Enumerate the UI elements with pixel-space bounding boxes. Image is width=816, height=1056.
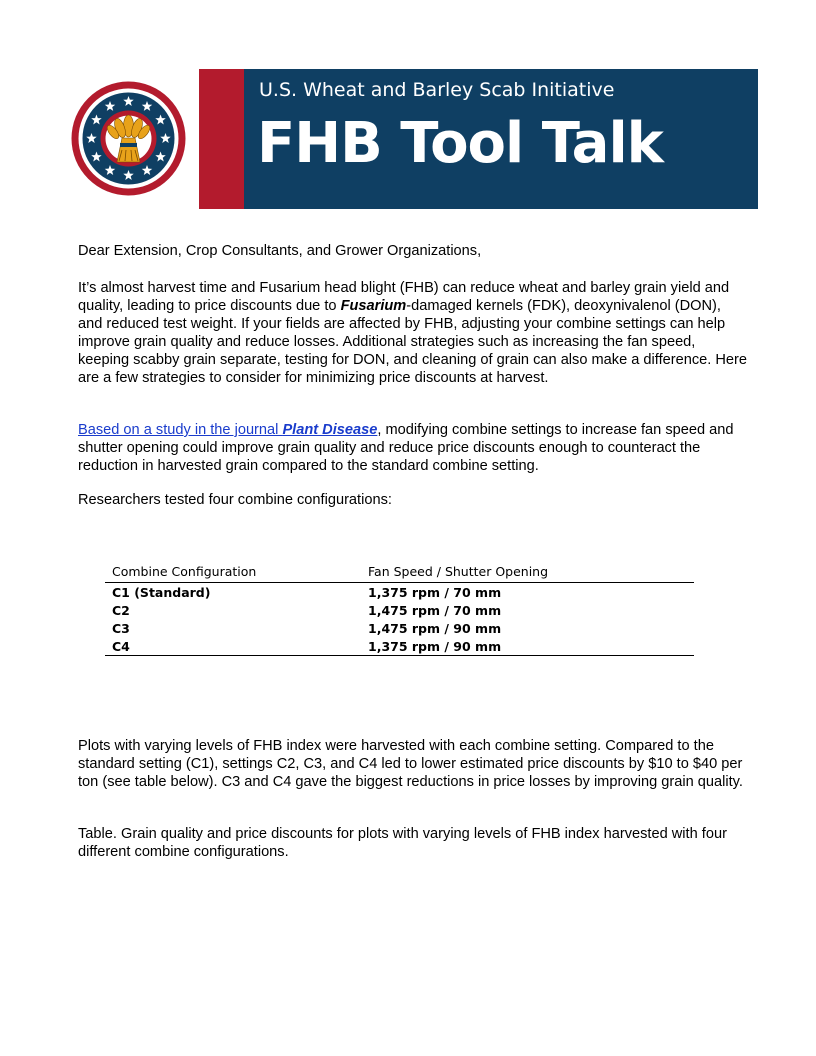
paragraph-results: Plots with varying levels of FHB index were harvested with each combine setting. Compared to the standard setting (C1), settings C2, C3, and C4 led to lower estimated price discounts by $10 to $40 per ton (see table below). C3 and C4 gave the biggest reductions in price losses by improving grain quality. (78, 738, 743, 790)
combine-config-table (105, 563, 694, 656)
banner-red-stripe (199, 69, 244, 209)
table-row (105, 601, 694, 619)
cell-configuration: C4 (105, 637, 361, 656)
table-header-row (105, 563, 694, 583)
column-header-configuration: Combine Configuration (105, 563, 361, 583)
cell-configuration: C3 (112, 620, 130, 636)
table-row (105, 619, 694, 637)
paragraph-configs: Researchers tested four combine configurations: (78, 492, 392, 508)
usw-bsi-logo (70, 80, 187, 197)
cell-configuration: C2 (112, 602, 130, 618)
cell-fan-shutter: 1,375 rpm / 70 mm (368, 584, 502, 600)
table-caption: Table. Grain quality and price discounts for plots with varying levels of FHB index harvested with four different combine configurations. (78, 826, 727, 860)
table-row (105, 583, 694, 602)
newsletter-title: FHB Tool Talk (257, 111, 663, 176)
journal-name: Plant Disease (282, 422, 378, 438)
column-header-fan-shutter: Fan Speed / Shutter Opening (361, 563, 694, 583)
cell-fan-shutter: 1,375 rpm / 90 mm (361, 637, 694, 656)
paragraph-intro (78, 279, 748, 387)
initiative-name: U.S. Wheat and Barley Scab Initiative (259, 79, 615, 101)
greeting: Dear Extension, Crop Consultants, and Grower Organizations, (78, 243, 482, 259)
cell-fan-shutter: 1,475 rpm / 70 mm (368, 602, 502, 618)
paragraph-intro-part1: It’s almost harvest time and Fusarium head blight (FHB) can reduce wheat and barley grain yield and quality, leading to price discounts due to (78, 280, 730, 314)
table-row (105, 637, 694, 656)
cell-configuration: C1 (Standard) (112, 584, 211, 600)
fusarium-italic: Fusarium (340, 298, 407, 314)
paragraph-study-rest: , modifying combine settings to increase fan speed and shutter opening could improve grain quality and reduce price discounts enough to counteract the reduction in harvested grain compared to the standard combine setting. (78, 422, 734, 474)
wheat-sheaf-star-seal-icon (70, 80, 187, 197)
study-link[interactable] (78, 422, 377, 438)
study-link-text: Based on a study in the journal (78, 422, 283, 438)
paragraph-intro-part2: -damaged kernels (FDK), deoxynivalenol (DON), and reduced test weight. If your fields are affected by FHB, adjusting your combine settings can help improve grain quality and reduce losses. Additional strategies such as increasing the fan speed, keeping scabby grain separate, testing for DON, and cleaning of grain can also make a difference. Here are a few strategies to consider for minimizing price discounts at harvest. (78, 298, 747, 386)
paragraph-study (78, 421, 748, 475)
cell-fan-shutter: 1,475 rpm / 90 mm (368, 620, 502, 636)
